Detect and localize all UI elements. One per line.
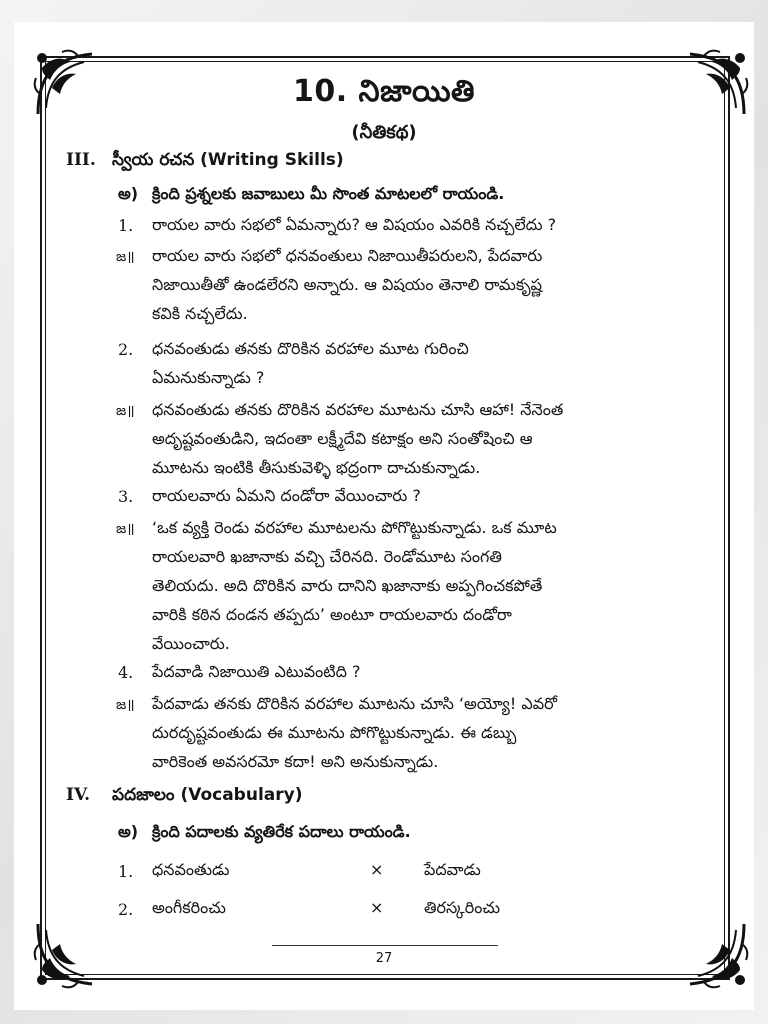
answer-line: వారికి కఠిన దండన తప్పదు’ అంటూ రాయలవారు దండోరా	[152, 605, 512, 624]
answer-line: కవికి నచ్చలేదు.	[152, 304, 248, 323]
question-number: 1.	[118, 216, 134, 235]
question-number: 2.	[118, 340, 134, 359]
answer-line: దురదృష్టవంతుడు ఈ మూటను పోగొట్టుకున్నాడు. ఈ డబ్బు	[152, 723, 517, 742]
vocab-separator: ×	[370, 898, 384, 917]
page-subtitle: (నీతికథ)	[351, 122, 417, 143]
section-title: పదజాలం (Vocabulary)	[112, 785, 303, 805]
answer-line: వారికెంత అవసరమో కదా! అని అనుకున్నాడు.	[152, 752, 439, 771]
answer-line: నిజాయితీతో ఉండలేరని అన్నారు. ఆ విషయం తెనాలి రామకృష్ణ	[152, 275, 542, 294]
answer-line: రాయలవారి ఖజానాకు వచ్చి చేరినది. రెండోమూట సంగతి	[152, 547, 502, 566]
answer-line: రాయల వారు సభలో ధనవంతులు నిజాయితీపరులని, పేదవారు	[152, 246, 543, 265]
answer-text	[152, 395, 700, 482]
question-number: 3.	[118, 487, 134, 506]
question-number: 4.	[118, 663, 134, 682]
vocab-separator: ×	[370, 860, 384, 879]
answer-line: వేయించారు.	[152, 634, 230, 653]
section-title: స్వీయ రచన (Writing Skills)	[112, 150, 344, 170]
answer-label: జ॥	[116, 403, 135, 419]
question-text	[152, 481, 700, 510]
page-number: 27	[375, 951, 393, 966]
question-line: రాయలవారు ఏమని దండోరా వేయించారు ?	[152, 486, 421, 505]
instruction-text: క్రింది పదాలకు వ్యతిరేక పదాలు రాయండి.	[152, 822, 411, 841]
question-text	[152, 210, 700, 239]
answer-line: మూటను ఇంటికి తీసుకువెళ్ళి భద్రంగా దాచుకున్నాడు.	[152, 458, 481, 477]
instruction-label: అ)	[118, 184, 139, 203]
answer-label: జ॥	[116, 521, 135, 537]
answer-line: ‘ఒక వ్యక్తి రెండు వరహాల మూటలను పోగొట్టుకున్నాడు. ఒక మూట	[152, 518, 557, 537]
vocab-number: 1.	[118, 862, 134, 881]
question-line: రాయల వారు సభలో ఏమన్నారు? ఆ విషయం ఎవరికి నచ్చలేదు ?	[152, 215, 557, 234]
answer-label: జ॥	[116, 697, 135, 713]
answer-label: జ॥	[116, 249, 135, 265]
answer-text	[152, 689, 700, 776]
page-title: 10. నిజాయితి	[292, 74, 476, 109]
vocab-word: అంగీకరించు	[152, 898, 226, 917]
footer-rule	[272, 945, 498, 946]
instruction-label: అ)	[118, 822, 139, 841]
answer-text	[152, 241, 700, 328]
answer-line: తెలియదు. అది దొరికిన వారు దానిని ఖజానాకు అప్పగించకపోతే	[152, 576, 543, 595]
answer-line: పేదవాడు తనకు దొరికిన వరహాల మూటను చూసి ‘అయ్యో! ఎవరో	[152, 694, 557, 713]
question-line: ధనవంతుడు తనకు దొరికిన వరహాల మూట గురించి	[152, 339, 469, 358]
section-number: III.	[66, 150, 96, 170]
question-line: పేదవాడి నిజాయితి ఎటువంటిది ?	[152, 662, 361, 681]
answer-line: ధనవంతుడు తనకు దొరికిన వరహాల మూటను చూసి ఆహా! నేనెంత	[152, 400, 564, 419]
section-number: IV.	[66, 785, 91, 805]
vocab-word: ధనవంతుడు	[152, 860, 230, 879]
answer-line: అదృష్టవంతుడిని, ఇదంతా లక్ష్మీదేవి కటాక్షం అని సంతోషించి ఆ	[152, 429, 533, 448]
question-text	[152, 657, 700, 686]
answer-text	[152, 513, 700, 658]
question-text	[152, 334, 700, 392]
instruction-text: క్రింది ప్రశ్నలకు జవాబులు మీ సొంత మాటలలో రాయండి.	[152, 184, 505, 203]
vocab-opposite: పేదవాడు	[424, 860, 481, 879]
page	[14, 22, 754, 1010]
question-line: ఏమనుకున్నాడు ?	[152, 368, 265, 387]
vocab-opposite: తిరస్కరించు	[424, 898, 501, 917]
vocab-number: 2.	[118, 900, 134, 919]
